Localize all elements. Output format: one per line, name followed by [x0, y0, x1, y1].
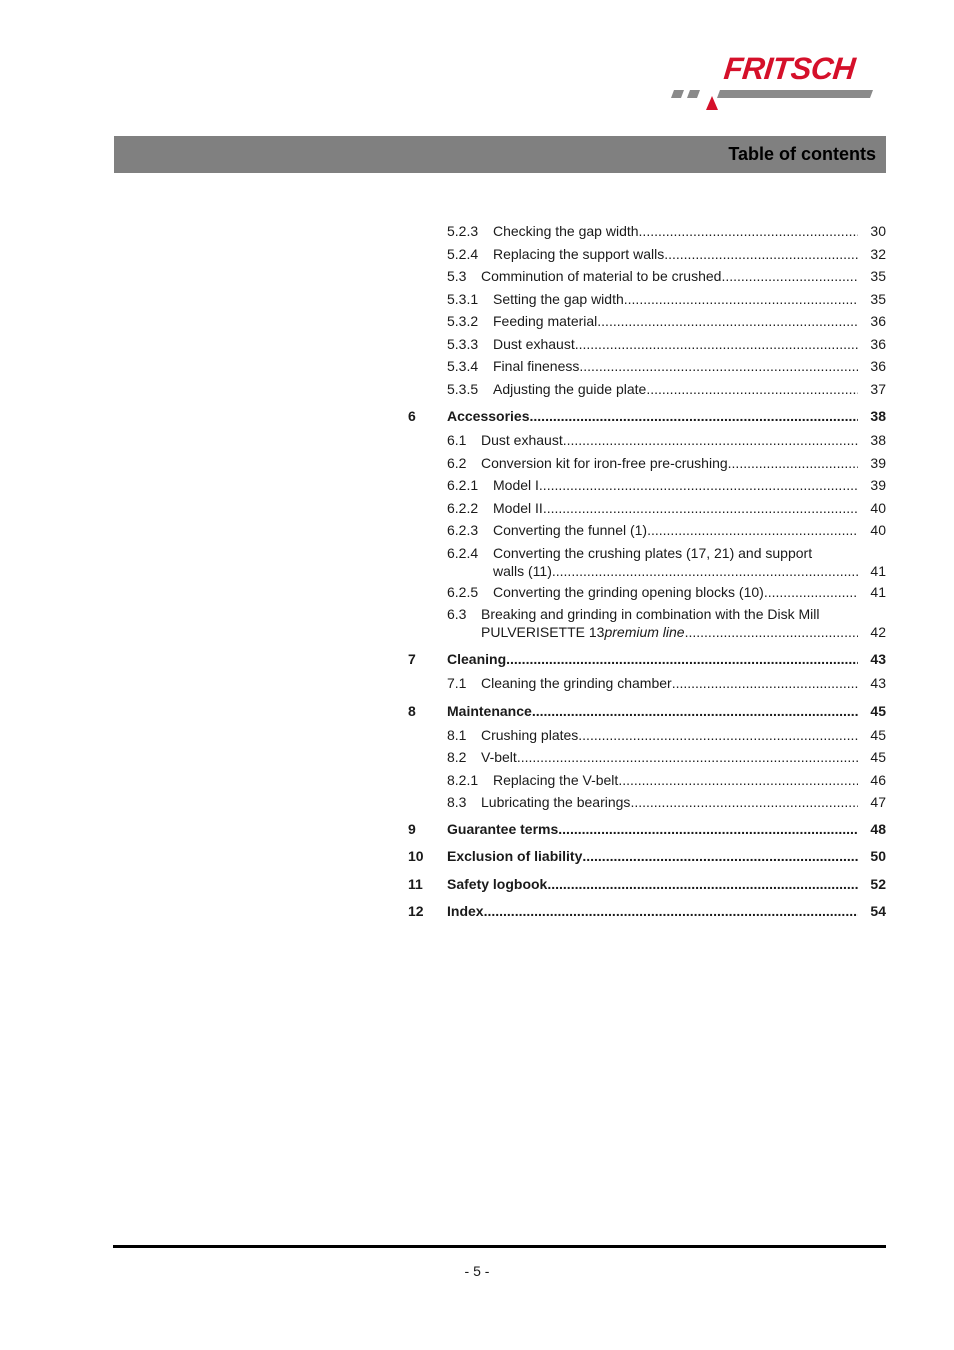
toc-entry-number: 6.1: [447, 432, 467, 448]
toc-entry-number: 6.2.1: [447, 477, 479, 493]
toc-leader-dots: [721, 267, 858, 285]
toc-entry-page: 52: [870, 876, 886, 892]
toc-leader-dots: [575, 335, 858, 353]
toc-leader-dots: [578, 726, 858, 744]
toc-entry-number: 5.2.3: [447, 223, 479, 239]
toc-entry-number: 6.2: [447, 454, 467, 471]
toc-entry-number: 6.2.4: [447, 544, 479, 561]
page-title: Table of contents: [728, 144, 876, 164]
toc-entry-title: Conversion kit for iron-free pre-crushing: [481, 454, 728, 471]
toc-leader-dots: [728, 454, 858, 472]
toc-leader-dots: [764, 583, 858, 601]
toc-entry-title-italic: premium line: [604, 624, 685, 640]
toc-entry-number: 8: [408, 703, 416, 719]
toc-entry-number: 5.3.1: [447, 290, 479, 307]
toc-entry-title: Model I: [493, 477, 539, 493]
toc-entry-title: Dust exhaust: [493, 335, 575, 352]
toc-entry-title: Safety logbook: [447, 876, 548, 892]
toc-entry-number: 5.3.2: [447, 313, 479, 329]
toc-entry-title: Final fineness: [493, 358, 580, 374]
toc-entry-title: Replacing the V-belt: [493, 772, 619, 788]
toc-entry-number: 12: [408, 903, 424, 919]
toc-entry-page: 45: [870, 749, 886, 765]
toc-leader-dots: [630, 793, 858, 811]
toc-leader-dots: [646, 380, 858, 398]
toc-leader-dots: [664, 245, 858, 263]
toc-entry-page: 48: [870, 821, 886, 837]
toc-entry-title: Dust exhaust: [481, 432, 563, 448]
toc-entry-number: 6: [408, 408, 416, 424]
toc-leader-dots: [530, 407, 858, 425]
toc-entry-title: Accessories: [447, 408, 530, 424]
toc-entry-page: 40: [870, 499, 886, 516]
toc-leader-dots: [543, 499, 858, 517]
toc-entry-page: 32: [870, 245, 886, 262]
toc-entry-number: 5.3: [447, 268, 467, 284]
toc-entry-number: 5.2.4: [447, 245, 479, 262]
toc-entry-number: 7.1: [447, 675, 467, 691]
toc-entry-page: 54: [870, 903, 886, 919]
toc-entry-page: 36: [870, 358, 886, 374]
toc-leader-dots: [639, 222, 858, 240]
toc-entry-number: 6.2.5: [447, 584, 479, 600]
toc-entry-title: Feeding material: [493, 313, 598, 329]
toc-leader-dots: [685, 623, 858, 641]
toc-leader-dots: [547, 875, 858, 893]
toc-leader-dots: [563, 431, 858, 449]
brand-name: FRITSCH: [722, 51, 857, 86]
toc-entry-number: 8.2: [447, 749, 467, 765]
toc-leader-dots: [484, 902, 858, 920]
toc-entry-title: Adjusting the guide plate: [493, 380, 647, 397]
toc-entry-number: 6.2.3: [447, 522, 479, 538]
toc-entry-title: Converting the crushing plates (17, 21) and support: [493, 544, 813, 561]
toc-entry-page: 43: [870, 675, 886, 691]
toc-entry-title: Comminution of material to be crushed: [481, 268, 722, 284]
toc-entry-title-continued: PULVERISETTE 13: [481, 624, 605, 640]
toc-entry-number: 8.3: [447, 794, 467, 810]
toc-leader-dots: [558, 820, 858, 838]
toc-entry-title: V-belt: [481, 749, 517, 765]
toc-entry-number: 5.3.4: [447, 358, 479, 374]
toc-entry-number: 7: [408, 651, 416, 667]
toc-leader-dots: [579, 357, 858, 375]
toc-entry-title: Maintenance: [447, 703, 532, 719]
toc-entry-number: 10: [408, 848, 424, 864]
toc-entry-page: 45: [870, 703, 886, 719]
toc-entry-page: 38: [870, 432, 886, 448]
toc-entry-title: Setting the gap width: [493, 290, 624, 307]
toc-entry-title: Index: [447, 903, 484, 919]
toc-entry-number: 9: [408, 821, 416, 837]
toc-entry-page: 36: [870, 313, 886, 329]
toc-entry-number: 8.2.1: [447, 772, 479, 788]
toc-entry-page: 42: [870, 624, 886, 640]
toc-leader-dots: [582, 847, 858, 865]
toc-entry-title: Checking the gap width: [493, 223, 639, 239]
toc-leader-dots: [532, 702, 858, 720]
toc-entry-page: 43: [870, 651, 886, 667]
toc-leader-dots: [539, 476, 858, 494]
toc-entry-page: 41: [870, 562, 886, 579]
toc-entry-page: 47: [870, 794, 886, 810]
toc-entry-title: Converting the grinding opening blocks (10): [493, 584, 764, 600]
toc-entry-page: 35: [870, 290, 886, 307]
toc-leader-dots: [647, 521, 858, 539]
toc-entry-title-continued: walls (11): [493, 562, 552, 579]
toc-leader-dots: [552, 562, 858, 580]
toc-entry-title: Cleaning the grinding chamber: [481, 675, 672, 691]
toc-entry-number: 8.1: [447, 727, 467, 743]
toc-leader-dots: [517, 748, 858, 766]
toc-leader-dots: [597, 312, 858, 330]
toc-leader-dots: [506, 650, 858, 668]
toc-entry-page: 36: [870, 335, 886, 352]
toc-entry-title: Cleaning: [447, 651, 507, 667]
toc-entry-title: Crushing plates: [481, 727, 579, 743]
toc-entry-title: Replacing the support walls: [493, 245, 665, 262]
toc-entry-number: 11: [408, 876, 423, 892]
toc-entry-page: 30: [870, 223, 886, 239]
toc-entry-title: Guarantee terms: [447, 821, 559, 837]
toc-entry-page: 39: [870, 454, 886, 471]
toc-entry-title: Lubricating the bearings: [481, 794, 631, 810]
toc-entry-title: Exclusion of liability: [447, 848, 583, 864]
toc-entry-page: 40: [870, 522, 886, 538]
section-banner: [114, 136, 886, 173]
toc-entry-title: Breaking and grinding in combination with the Disk Mill: [481, 606, 820, 622]
toc-entry-page: 38: [870, 408, 886, 424]
toc-entry-title: Converting the funnel (1): [493, 522, 648, 538]
toc-entry-page: 39: [870, 477, 886, 493]
toc-entry-number: 6.2.2: [447, 499, 479, 516]
fritsch-logo: [668, 52, 888, 112]
toc-entry-page: 41: [870, 584, 886, 600]
toc-entry-number: 6.3: [447, 606, 467, 622]
toc-leader-dots: [624, 290, 858, 308]
toc-leader-dots: [618, 771, 858, 789]
toc-leader-dots: [672, 674, 858, 692]
toc-entry-page: 46: [870, 772, 886, 788]
toc-entry-page: 35: [870, 268, 886, 284]
toc-entry-page: 37: [870, 380, 886, 397]
toc-entry-number: 5.3.5: [447, 380, 479, 397]
toc-entry-title: Model II: [493, 499, 543, 516]
footer-rule: [113, 1245, 886, 1248]
footer-page-number: - 5 -: [464, 1263, 490, 1279]
toc-entry-page: 50: [870, 848, 886, 864]
toc-entry-page: 45: [870, 727, 886, 743]
toc-entry-number: 5.3.3: [447, 335, 479, 352]
